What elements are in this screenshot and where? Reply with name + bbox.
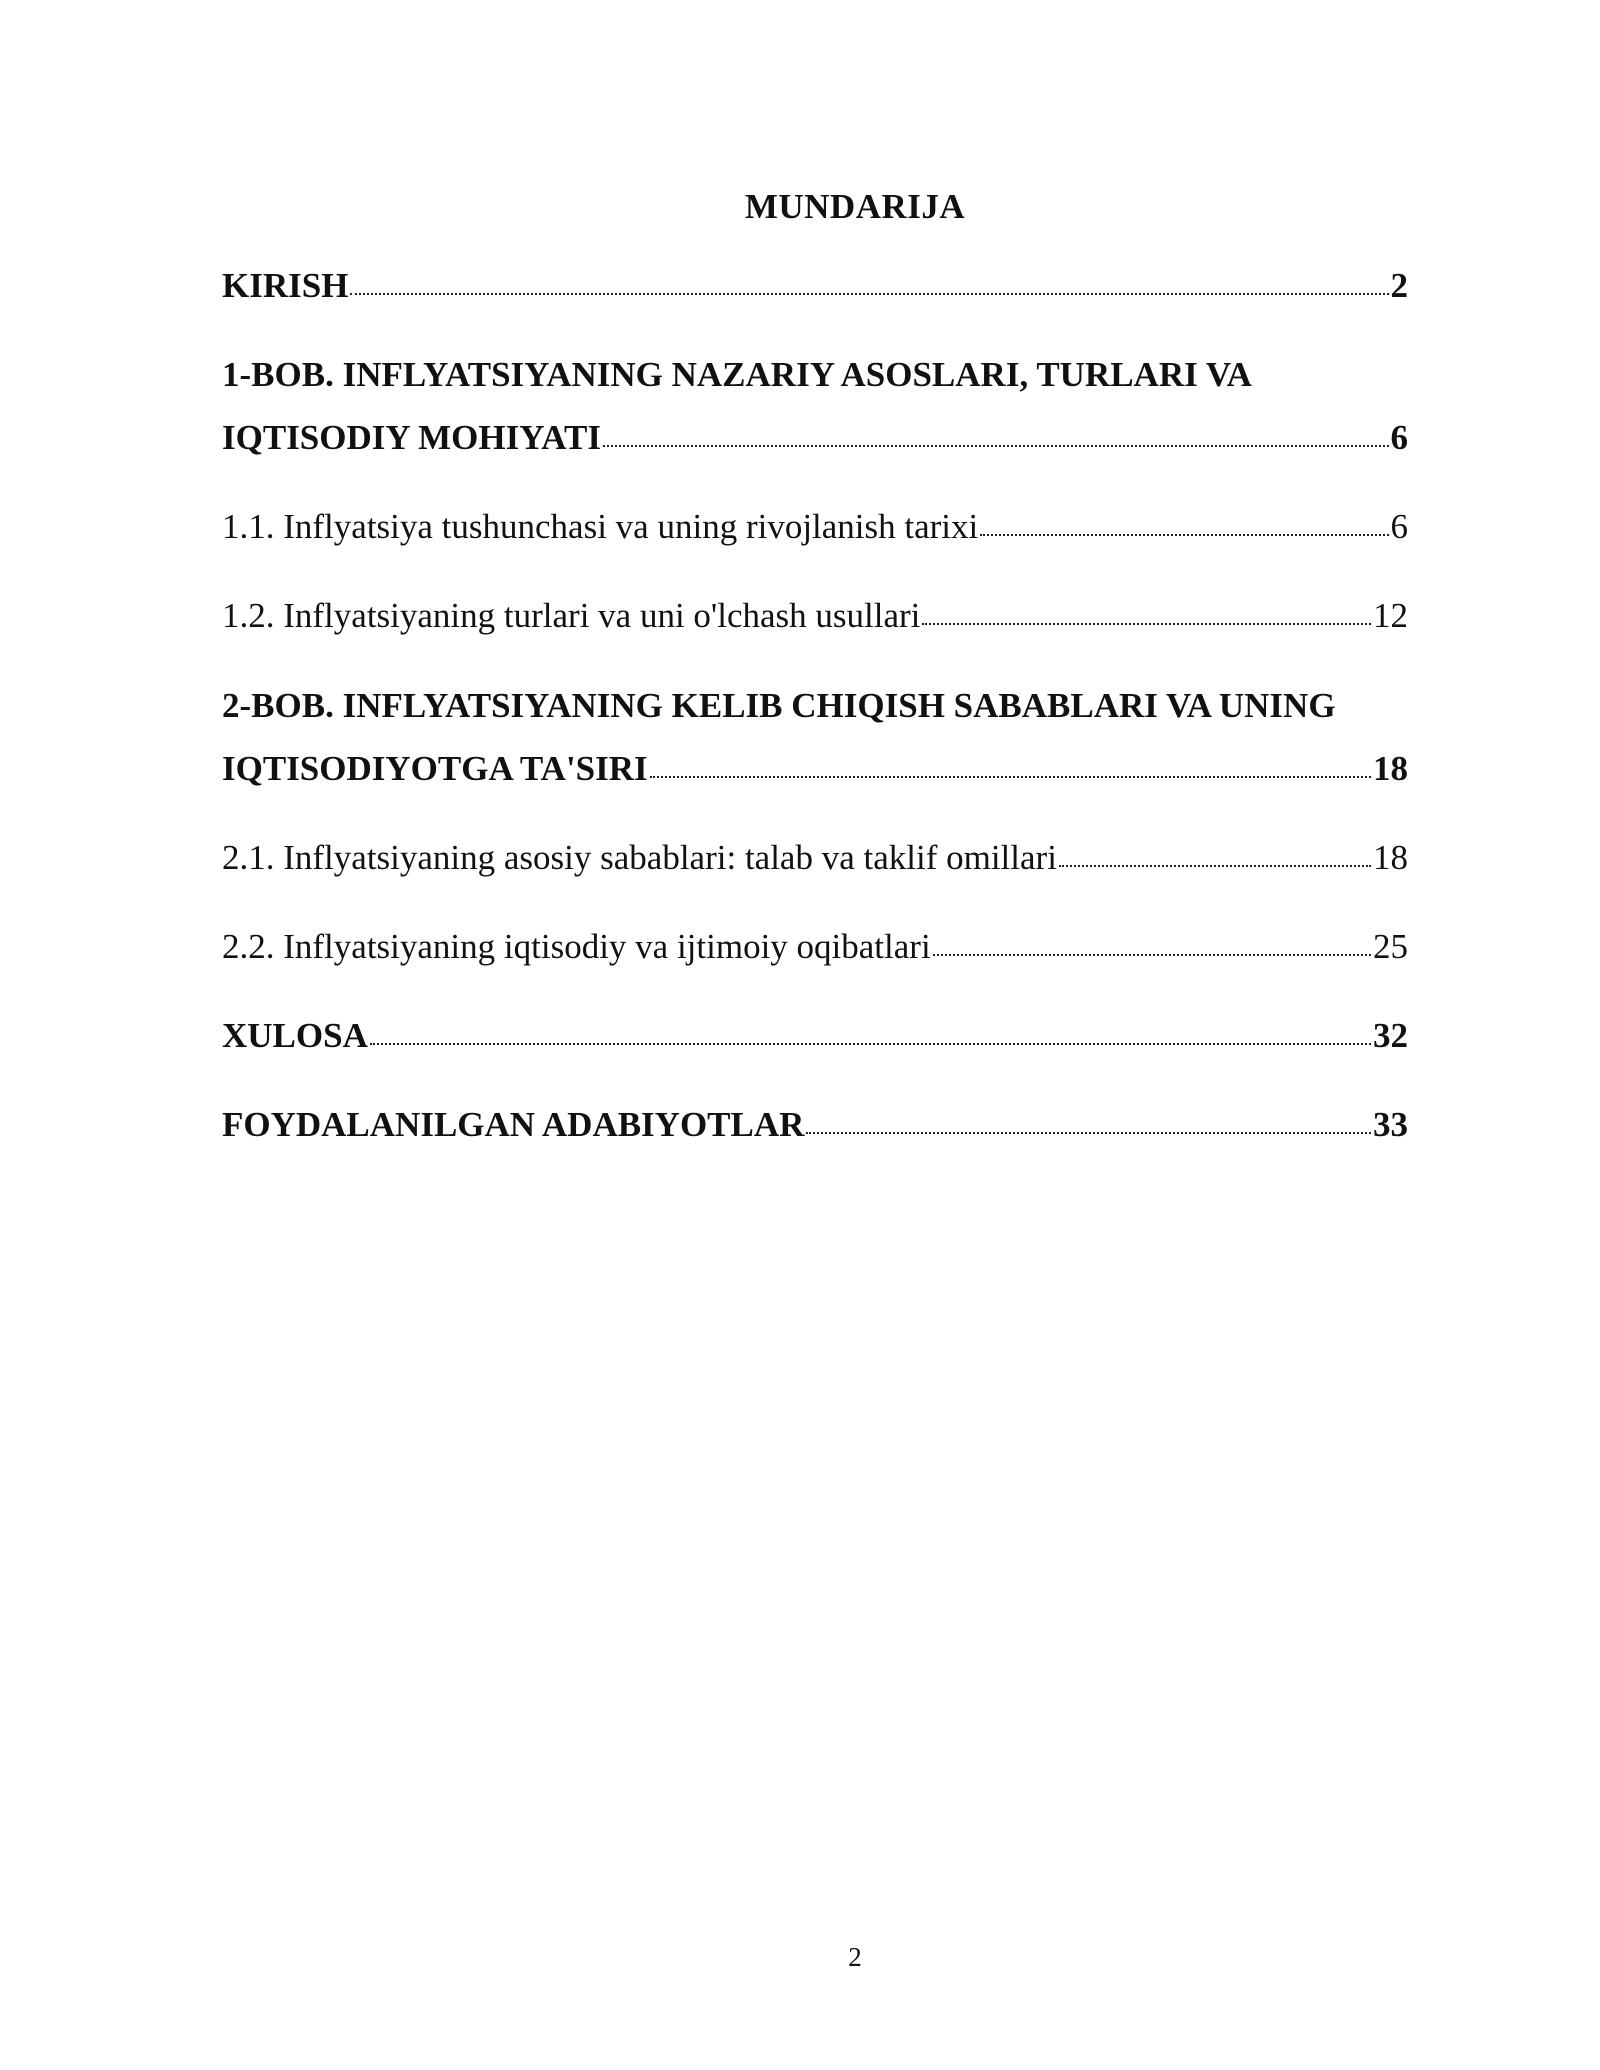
toc-entry-section-1-2[interactable] bbox=[222, 596, 1408, 636]
dot-leader bbox=[980, 534, 1388, 536]
toc-entry-chapter-2-title[interactable] bbox=[222, 686, 1408, 726]
page-title: MUNDARIJA bbox=[744, 187, 966, 226]
toc-entry-label: IQTISODIY MOHIYATI bbox=[222, 418, 601, 457]
toc-entry-label: FOYDALANILGAN ADABIYOTLAR bbox=[222, 1105, 805, 1144]
toc-entry-section-1-1[interactable] bbox=[222, 507, 1408, 547]
toc-entry-label: 1-BOB. INFLYATSIYANING NAZARIY ASOSLARI, TURLARI VA bbox=[222, 355, 1252, 394]
toc-entry-label: XULOSA bbox=[222, 1016, 368, 1055]
dot-leader bbox=[933, 954, 1371, 956]
toc-entry-page: 12 bbox=[1373, 596, 1408, 635]
dot-leader bbox=[603, 445, 1389, 447]
toc-entry-chapter-1-title[interactable] bbox=[222, 355, 1408, 395]
toc-entry-label: 2.2. Inflyatsiyaning iqtisodiy va ijtimoiy oqibatlari bbox=[222, 927, 931, 966]
toc-entry-page: 33 bbox=[1373, 1105, 1408, 1144]
toc-entry-label: 1.2. Inflyatsiyaning turlari va uni o'lchash usullari bbox=[222, 596, 921, 635]
page-number: 2 bbox=[848, 1942, 862, 1972]
dot-leader bbox=[806, 1132, 1371, 1134]
toc-entry-chapter-1[interactable] bbox=[222, 418, 1408, 458]
toc-entry-chapter-2[interactable] bbox=[222, 749, 1408, 789]
toc-entry-xulosa[interactable] bbox=[222, 1016, 1408, 1056]
dot-leader bbox=[922, 623, 1371, 625]
toc-entry-page: 6 bbox=[1390, 418, 1408, 457]
toc-entry-label: IQTISODIYOTGA TA'SIRI bbox=[222, 749, 648, 788]
dot-leader bbox=[1059, 865, 1371, 867]
toc-entry-section-2-1[interactable] bbox=[222, 838, 1408, 878]
dot-leader bbox=[650, 776, 1371, 778]
toc-entry-page: 25 bbox=[1373, 927, 1408, 966]
toc-entry-page: 18 bbox=[1373, 749, 1408, 788]
toc-entry-page: 2 bbox=[1390, 266, 1408, 305]
toc-entry-references[interactable] bbox=[222, 1105, 1408, 1145]
toc-entry-section-2-2[interactable] bbox=[222, 927, 1408, 967]
dot-leader bbox=[370, 1043, 1371, 1045]
toc-entry-label: 1.1. Inflyatsiya tushunchasi va uning rivojlanish tarixi bbox=[222, 507, 979, 546]
toc-entry-label: 2-BOB. INFLYATSIYANING KELIB CHIQISH SABABLARI VA UNING bbox=[222, 686, 1336, 725]
toc-entry-page: 6 bbox=[1390, 507, 1408, 546]
toc-entry-label: KIRISH bbox=[222, 266, 349, 305]
toc-entry-label: 2.1. Inflyatsiyaning asosiy sabablari: talab va taklif omillari bbox=[222, 838, 1057, 877]
toc-entry-kirish[interactable] bbox=[222, 266, 1408, 306]
toc-entry-page: 32 bbox=[1373, 1016, 1408, 1055]
toc-entry-page: 18 bbox=[1373, 838, 1408, 877]
dot-leader bbox=[350, 293, 1388, 295]
